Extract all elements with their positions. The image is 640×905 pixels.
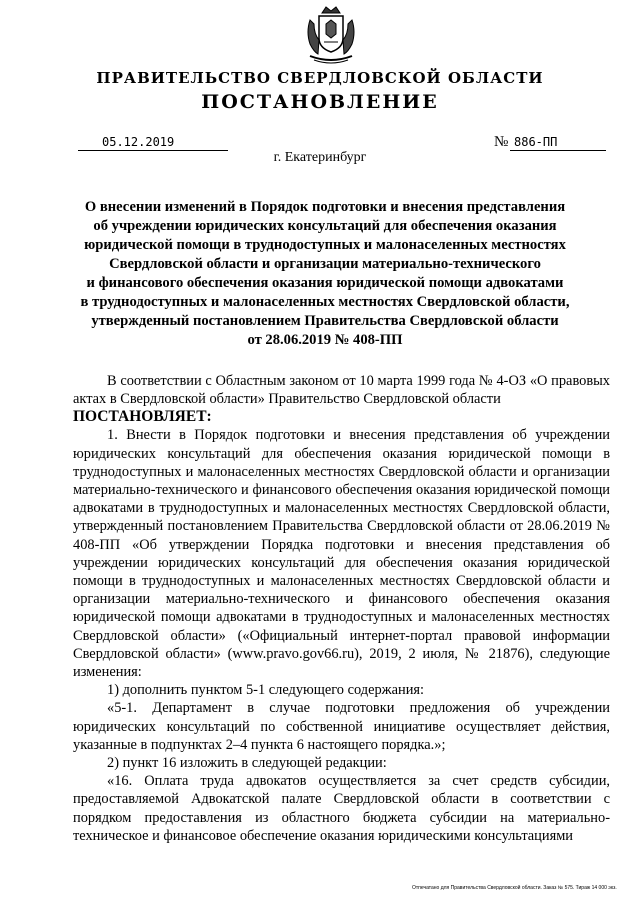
- coat-of-arms-icon: [302, 4, 360, 66]
- title-line: от 28.06.2019 № 408-ПП: [247, 332, 403, 348]
- government-name: ПРАВИТЕЛЬСТВО СВЕРДЛОВСКОЙ ОБЛАСТИ: [96, 69, 544, 87]
- document-type: ПОСТАНОВЛЕНИЕ: [201, 91, 439, 113]
- quote-5-1-paragraph: «5-1. Департамент в случае подготовки предложения об учреждении юридических консультаций по собственной инициативе осуществляет действия, указанные в подпунктах 2–4 пункта 6 настоящего порядка.»;: [73, 700, 610, 753]
- number-label: №: [494, 134, 509, 150]
- document-title: [60, 198, 590, 350]
- print-footer: Отпечатано для Правительства Свердловской области. Заказ № 575. Тираж 14 000 экз.: [412, 885, 617, 891]
- resolves-heading: ПОСТАНОВЛЯЕТ:: [73, 408, 212, 426]
- preamble-paragraph: В соответствии с Областным законом от 10 марта 1999 года № 4-ОЗ «О правовых актах в Свердловской области» Правительство Свердловской области: [73, 373, 610, 408]
- city: г. Екатеринбург: [273, 150, 367, 165]
- document-date: 05.12.2019: [78, 135, 228, 151]
- document-body: [73, 372, 610, 845]
- subitem-2-paragraph: 2) пункт 16 изложить в следующей редакции:: [107, 755, 387, 772]
- document-number: 886-ПП: [510, 135, 606, 151]
- quote-16-paragraph: «16. Оплата труда адвокатов осуществляется за счет средств субсидии, предоставляемой Адвокатской палате Свердловской области в соответствии с порядком предоставления из областного бюджета субсидии на материально-техническое и финансовое обеспечение оказания юридическими консультациями: [73, 773, 610, 844]
- title-line: об учреждении юридических консультаций для обеспечения оказания: [93, 218, 557, 234]
- title-line: Свердловской области и организации материально-технического: [109, 256, 541, 272]
- item-1-paragraph: 1. Внести в Порядок подготовки и внесения представления об учреждении юридических консультаций для обеспечения оказания юридической помощи в труднодоступных и малонаселенных местностях Свердловской области и организации материально-технического и финансового обеспечения оказания юридической помощи адвокатами в труднодоступных и малонаселенных местностях Свердловской области, утвержденный постановлением Правительства Свердловской области от 28.06.2019 № 408-ПП «Об утверждении Порядка подготовки и внесения представления об учреждении юридических консультаций для обеспечения оказания юридической помощи в труднодоступных и малонаселенных местностях Свердловской области и организации материально-технического и финансового обеспечения оказания юридической помощи адвокатами в труднодоступных и малонаселенных местностях Свердловской области» («Официальный интернет-портал правовой информации Свердловской области» (www.pravo.gov66.ru), 2019, 2 июля, № 21876), следующие изменения:: [73, 427, 610, 681]
- title-line: О внесении изменений в Порядок подготовки и внесения представления: [84, 199, 566, 215]
- title-line: юридической помощи в труднодоступных и малонаселенных местностях: [84, 237, 566, 253]
- title-line: в труднодоступных и малонаселенных местностях Свердловской области,: [80, 294, 570, 310]
- title-line: и финансового обеспечения оказания юридической помощи адвокатами: [86, 275, 564, 291]
- title-line: утвержденный постановлением Правительства Свердловской области: [91, 313, 559, 329]
- subitem-1-paragraph: 1) дополнить пунктом 5-1 следующего содержания:: [107, 682, 425, 699]
